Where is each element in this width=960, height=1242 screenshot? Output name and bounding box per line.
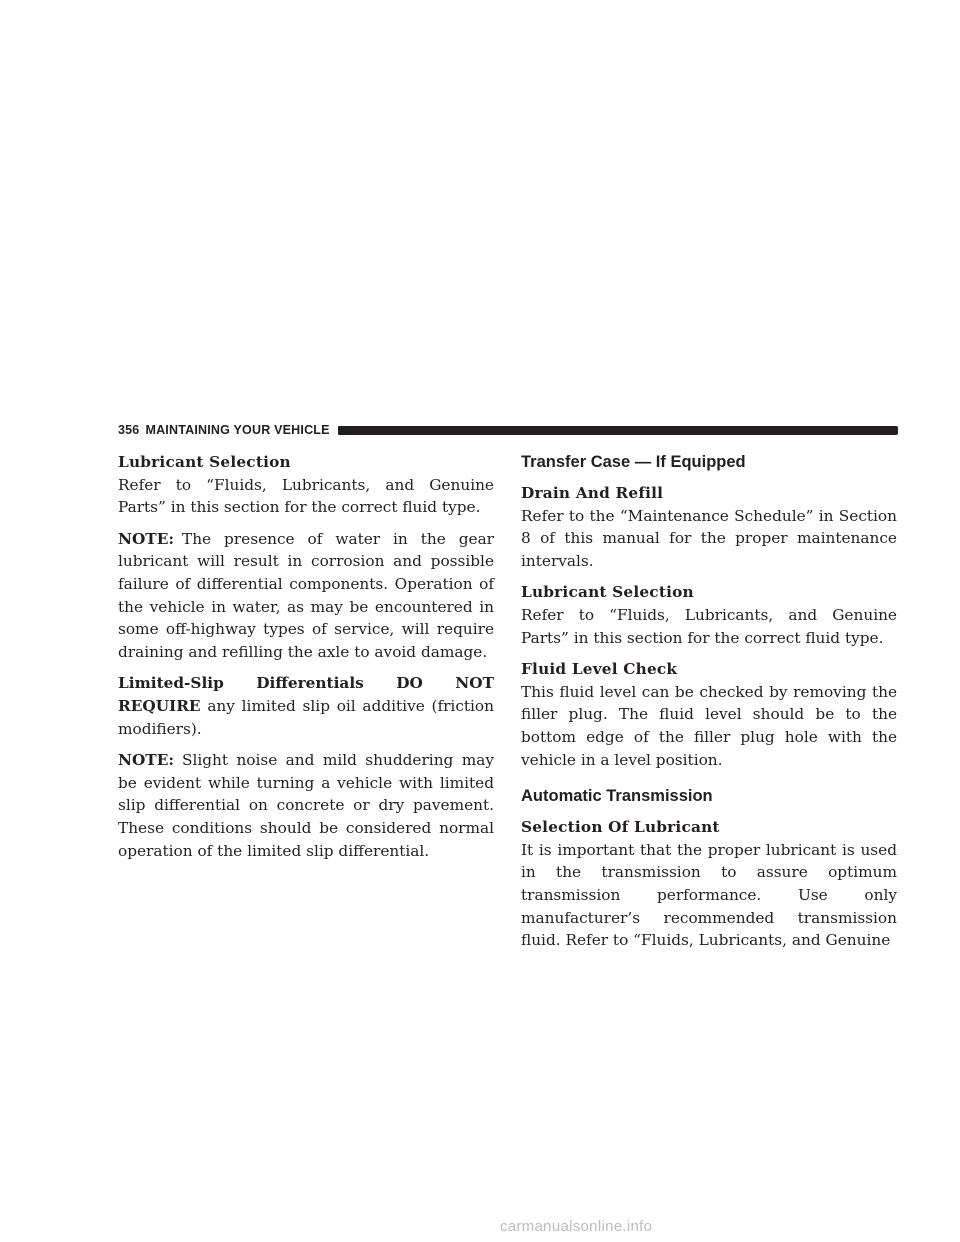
selection-of-lubricant-heading: Selection Of Lubricant	[521, 818, 720, 837]
page-header	[118, 421, 898, 439]
limited-slip-paragraph	[118, 672, 494, 740]
header-rule	[338, 426, 898, 435]
note-paragraph-noise	[118, 749, 494, 862]
drain-refill-heading: Drain And Refill	[521, 484, 664, 502]
drain-refill-text: Refer to the “Maintenance Schedule” in Section 8 of this manual for the proper maintenance intervals.	[521, 506, 897, 570]
lubricant-selection-text: Refer to “Fluids, Lubricants, and Genuine Parts” in this section for the correct fluid type.	[521, 605, 897, 647]
section-name: MAINTAINING YOUR VEHICLE	[145, 423, 330, 437]
left-column	[118, 451, 494, 862]
note-label: NOTE:	[118, 751, 174, 770]
note-label: NOTE:	[118, 529, 174, 548]
watermark: carmanualsonline.info	[500, 1218, 653, 1235]
lubricant-selection-text: Refer to “Fluids, Lubricants, and Genuine Parts” in this section for the correct fluid type.	[118, 475, 494, 517]
fluid-level-text: This fluid level can be checked by removing the filler plug. The fluid level should be to the bottom edge of the filler plug hole with the vehicle in a level position.	[521, 682, 897, 769]
note-paragraph-water	[118, 528, 494, 664]
lubricant-selection-heading: Lubricant Selection	[521, 583, 694, 602]
note-text: Slight noise and mild shuddering may be evident while turning a vehicle with limited slip differential on concrete or dry pavement. These conditions should be considered normal operation of the limited slip differential.	[118, 751, 494, 860]
fluid-level-heading: Fluid Level Check	[521, 660, 678, 679]
page-number: 356	[118, 423, 140, 437]
automatic-transmission-heading: Automatic Transmission	[521, 787, 713, 806]
limited-slip-bold: Limited-Slip Differentials DO NOT REQUIRE	[118, 674, 494, 715]
note-text: The presence of water in the gear lubricant will result in corrosion and possible failure of differential components. Operation of the vehicle in water, as may be encountered in some off-highway types of service, will require draining and refilling the axle to avoid damage.	[118, 529, 494, 661]
selection-of-lubricant-text: It is important that the proper lubricant is used in the transmission to assure optimum transmission performance. Use only manufacturer’s recommended transmission fluid. Refer to “Fluids, Lubricants, and Genuine	[521, 840, 897, 950]
transfer-case-heading: Transfer Case — If Equipped	[521, 453, 746, 471]
right-column	[521, 451, 897, 952]
lubricant-selection-heading: Lubricant Selection	[118, 453, 291, 471]
limited-slip-text: any limited slip oil additive (friction modifiers).	[118, 696, 494, 738]
